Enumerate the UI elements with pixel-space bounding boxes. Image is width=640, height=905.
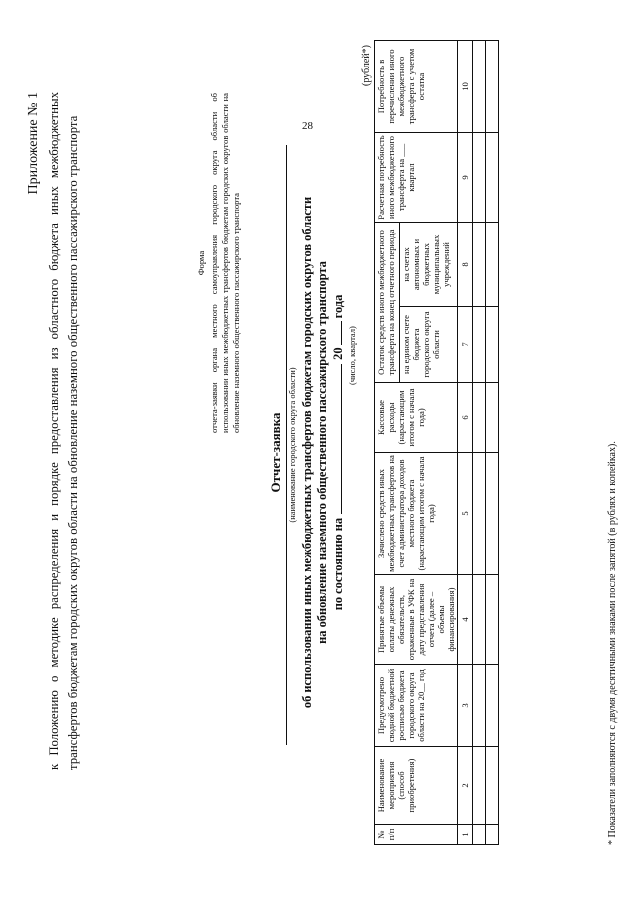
appendix-heading: Приложение № 1 (26, 92, 41, 195)
subcolumn-header: на едином счете бюджета городского округа области (400, 307, 458, 383)
column-header: Зачислено средств иных межбюджетных трансфертов на счет администратора доходов местного бюджета (нарастающим итогом с начала года) (375, 453, 458, 575)
empty-cell (486, 453, 499, 575)
report-subtitle (300, 40, 330, 865)
subcolumn-header: на счетах автономных и бюджетных муниципальных учреждений (400, 223, 458, 307)
appendix-line: из областного бюджета иных межбюджетных трансфертов бюджетам (47, 92, 80, 770)
empty-cell (486, 41, 499, 133)
form-line: отчета-заявки органа местного самоуправления городского округа (209, 150, 219, 433)
appendix-line: пассажирского транспорта (66, 115, 80, 261)
empty-cell (486, 747, 499, 825)
footnote: * Показатели заполняются с двумя десятичными знаками после запятой (в рублях и копейках). (607, 441, 618, 845)
column-header: № п/п (375, 825, 458, 845)
empty-cell (486, 133, 499, 223)
column-number: 2 (458, 747, 473, 825)
empty-data-row (473, 41, 486, 845)
currency-note: (рублей*) (361, 45, 372, 87)
subtitle-line: на обновление наземного общественного пассажирского транспорта (315, 261, 329, 644)
empty-cell (473, 825, 486, 845)
empty-cell (473, 747, 486, 825)
empty-cell (473, 223, 486, 307)
column-header: Потребность в перечислении иного межбюджетного трансферта с учетом остатка (375, 41, 458, 133)
as-of-year-blank (341, 321, 342, 345)
form-line: пассажирского транспорта (231, 193, 241, 291)
empty-cell (486, 223, 499, 307)
column-number: 3 (458, 665, 473, 747)
empty-cell (486, 307, 499, 383)
report-title: Отчет-заявка (268, 412, 283, 493)
as-of-date-blank (341, 364, 342, 514)
empty-cell (473, 133, 486, 223)
as-of-line (331, 40, 346, 865)
as-of-caption: (число, квартал) (347, 326, 357, 385)
as-of-prefix: по состоянию на (331, 517, 345, 611)
empty-cell (473, 665, 486, 747)
empty-cell (486, 575, 499, 665)
form-text (209, 93, 242, 433)
appendix-line: городских округов области на обновление наземного общественного (66, 264, 80, 640)
empty-cell (486, 665, 499, 747)
column-number: 6 (458, 383, 473, 453)
column-header: Кассовые расходы (нарастающим итогом с начала года) (375, 383, 458, 453)
empty-cell (486, 383, 499, 453)
column-number: 8 (458, 223, 473, 307)
form-line: городских округов области на обновление наземного общественного (220, 93, 241, 433)
column-number-row (458, 41, 473, 845)
form-line: области об использовании иных межбюджетных трансфертов бюджетам (209, 92, 230, 433)
column-header: Остаток средств иного межбюджетного трансферта на конец отчетного периода (375, 223, 400, 383)
empty-cell (473, 41, 486, 133)
form-label: Форма (196, 250, 206, 276)
empty-cell (473, 575, 486, 665)
as-of-year-prefix: 20 (331, 347, 345, 360)
appendix-text (45, 92, 83, 770)
column-header: Расчетная потребность иного межбюджетного трансферта на ___ квартал (375, 133, 458, 223)
empty-data-row (486, 41, 499, 845)
org-name-caption: (наименование городского округа области) (287, 367, 297, 523)
column-number: 7 (458, 307, 473, 383)
report-table (374, 40, 499, 845)
column-header: Наименование мероприятия (способ приобретения) (375, 747, 458, 825)
column-header: Предусмотрено сводной бюджетной росписью бюджета городского округа области на 20__ год (375, 665, 458, 747)
page-number: 28 (302, 120, 313, 132)
subtitle-line: об использовании иных межбюджетных трансфертов бюджетам городских округов области (300, 196, 314, 709)
header-row (375, 41, 400, 845)
column-number: 5 (458, 453, 473, 575)
empty-cell (473, 453, 486, 575)
empty-cell (486, 825, 499, 845)
appendix-line: к Положению о методике распределения и порядке предоставления (47, 367, 61, 770)
as-of-year-suffix: года (331, 294, 345, 319)
column-number: 4 (458, 575, 473, 665)
column-number: 9 (458, 133, 473, 223)
column-number: 1 (458, 825, 473, 845)
column-header: Принятые объемы оплаты денежных обязательств, отраженные в УФК на дату представления отчета (далее – объемы финансирования) (375, 575, 458, 665)
empty-cell (473, 383, 486, 453)
empty-cell (473, 307, 486, 383)
appendix-block (24, 92, 83, 770)
form-block (196, 93, 242, 433)
column-number: 10 (458, 41, 473, 133)
